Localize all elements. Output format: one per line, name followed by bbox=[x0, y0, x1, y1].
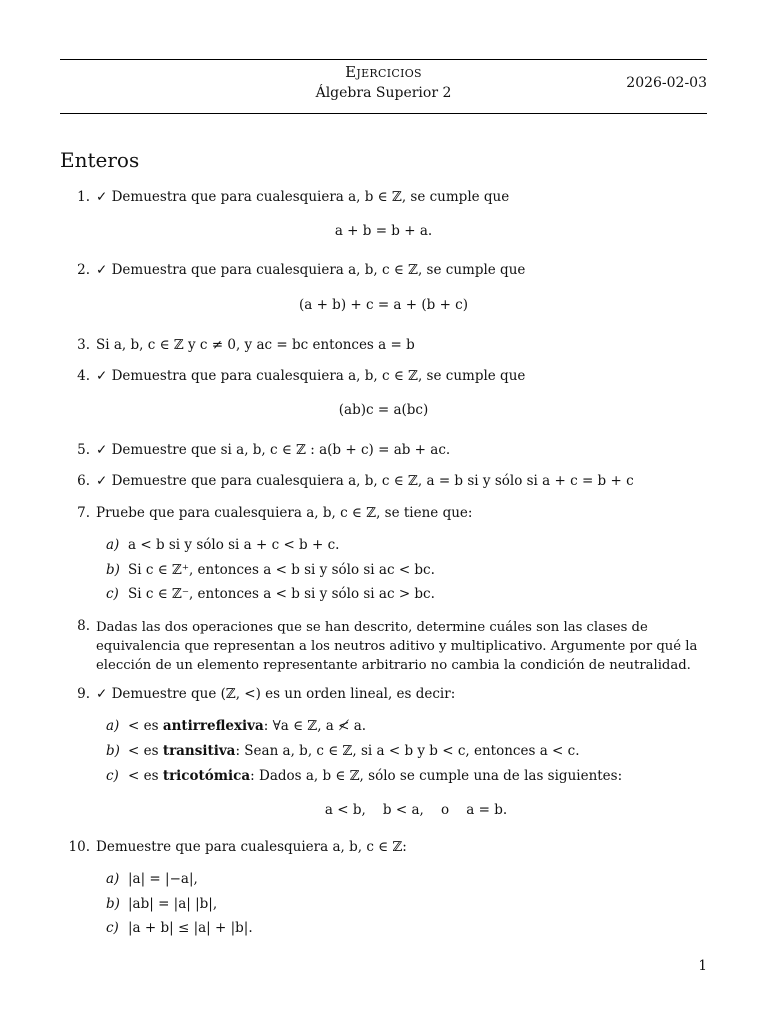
exercise-9c-item bbox=[128, 768, 622, 784]
exercise-2-display: (a + b) + c = a + (b + c) bbox=[298, 297, 469, 313]
exercise-7b-text: Si c ∈ ℤ⁺, entonces a < b si y sólo si ac < bc. bbox=[128, 562, 435, 578]
exercise-7b-label: b) bbox=[106, 562, 120, 578]
exercise-1-display: a + b = b + a. bbox=[334, 223, 433, 239]
exercise-1-number: 1. bbox=[77, 189, 90, 205]
exercise-9c-post: : Dados a, b ∈ ℤ, sólo se cumple una de las siguientes: bbox=[250, 768, 623, 784]
exercise-9-number: 9. bbox=[77, 686, 90, 702]
exercise-10a-label: a) bbox=[106, 871, 120, 887]
section-title: Enteros bbox=[60, 148, 140, 172]
exercise-9b-item bbox=[128, 743, 579, 759]
exercise-6-number: 6. bbox=[77, 473, 90, 489]
exercise-10-number: 10. bbox=[68, 839, 90, 855]
exercise-10b-label: b) bbox=[106, 896, 120, 912]
exercise-1-text: ✓ Demuestra que para cualesquiera a, b ∈ ℤ, se cumple que bbox=[96, 189, 510, 205]
exercise-9c-label: c) bbox=[106, 768, 119, 784]
exercise-2-number: 2. bbox=[77, 262, 90, 278]
exercise-10c-text: |a + b| ≤ |a| + |b|. bbox=[128, 920, 253, 936]
exercise-7a-text: a < b si y sólo si a + c < b + c. bbox=[128, 537, 340, 553]
exercise-10b-text: |ab| = |a| |b|, bbox=[128, 896, 218, 912]
exercise-7-number: 7. bbox=[77, 505, 90, 521]
document-subtitle: Álgebra Superior 2 bbox=[315, 85, 452, 101]
exercise-9c-pre: < es bbox=[128, 768, 159, 784]
exercise-9-display: a < b, b < a, o a = b. bbox=[324, 802, 508, 818]
exercise-7a-label: a) bbox=[106, 537, 120, 553]
exercise-7c-text: Si c ∈ ℤ⁻, entonces a < b si y sólo si ac > bc. bbox=[128, 586, 435, 602]
exercise-2-text: ✓ Demuestra que para cualesquiera a, b, c ∈ ℤ, se cumple que bbox=[96, 262, 526, 278]
exercise-9a-label: a) bbox=[106, 718, 120, 734]
exercise-7-text: Pruebe que para cualesquiera a, b, c ∈ ℤ, se tiene que: bbox=[96, 505, 473, 521]
exercise-9-text: ✓ Demuestre que (ℤ, <) es un orden lineal, es decir: bbox=[96, 686, 456, 702]
page-number: 1 bbox=[698, 958, 707, 974]
exercise-9b-post: : Sean a, b, c ∈ ℤ, si a < b y b < c, entonces a < c. bbox=[235, 743, 580, 759]
exercise-9a-post: : ∀a ∈ ℤ, a ≮ a. bbox=[263, 718, 367, 734]
exercise-5-text: ✓ Demuestre que si a, b, c ∈ ℤ : a(b + c) = ab + ac. bbox=[96, 442, 451, 458]
exercise-4-number: 4. bbox=[77, 368, 90, 384]
document-date: 2026-02-03 bbox=[626, 75, 707, 91]
exercise-3-text: Si a, b, c ∈ ℤ y c ≠ 0, y ac = bc entonces a = b bbox=[96, 337, 415, 353]
exercise-8-number: 8. bbox=[77, 618, 90, 634]
exercise-9a-item bbox=[128, 718, 366, 734]
exercise-6-text: ✓ Demuestre que para cualesquiera a, b, c ∈ ℤ, a = b si y sólo si a + c = b + c bbox=[96, 473, 634, 489]
exercise-8-text: Dadas las dos operaciones que se han descrito, determine cuáles son las clases de equivalencia que representan a los neutros aditivo y multiplicativo. Argumente por qué la elección de un elemento representante arbitrario no cambia la condición de neutralidad. bbox=[96, 620, 698, 673]
exercise-9b-label: b) bbox=[106, 743, 120, 759]
exercise-3-number: 3. bbox=[77, 337, 90, 353]
exercise-7c-label: c) bbox=[106, 586, 119, 602]
exercise-5-number: 5. bbox=[77, 442, 90, 458]
exercise-9b-pre: < es bbox=[128, 743, 159, 759]
exercise-4-text: ✓ Demuestra que para cualesquiera a, b, c ∈ ℤ, se cumple que bbox=[96, 368, 526, 384]
document-title: Ejercicios bbox=[345, 63, 422, 81]
header-top-rule bbox=[60, 59, 707, 60]
header-bottom-rule bbox=[60, 113, 707, 114]
exercise-10c-label: c) bbox=[106, 920, 119, 936]
exercise-9c-term: tricotómica bbox=[162, 768, 251, 784]
exercise-9a-term: antirreflexiva bbox=[162, 718, 264, 734]
exercise-4-display: (ab)c = a(bc) bbox=[338, 402, 429, 418]
exercise-9a-pre: < es bbox=[128, 718, 159, 734]
exercise-9b-term: transitiva bbox=[162, 743, 236, 759]
exercise-10a-text: |a| = |−a|, bbox=[128, 871, 198, 887]
exercise-10-text: Demuestre que para cualesquiera a, b, c ∈ ℤ: bbox=[96, 839, 407, 855]
